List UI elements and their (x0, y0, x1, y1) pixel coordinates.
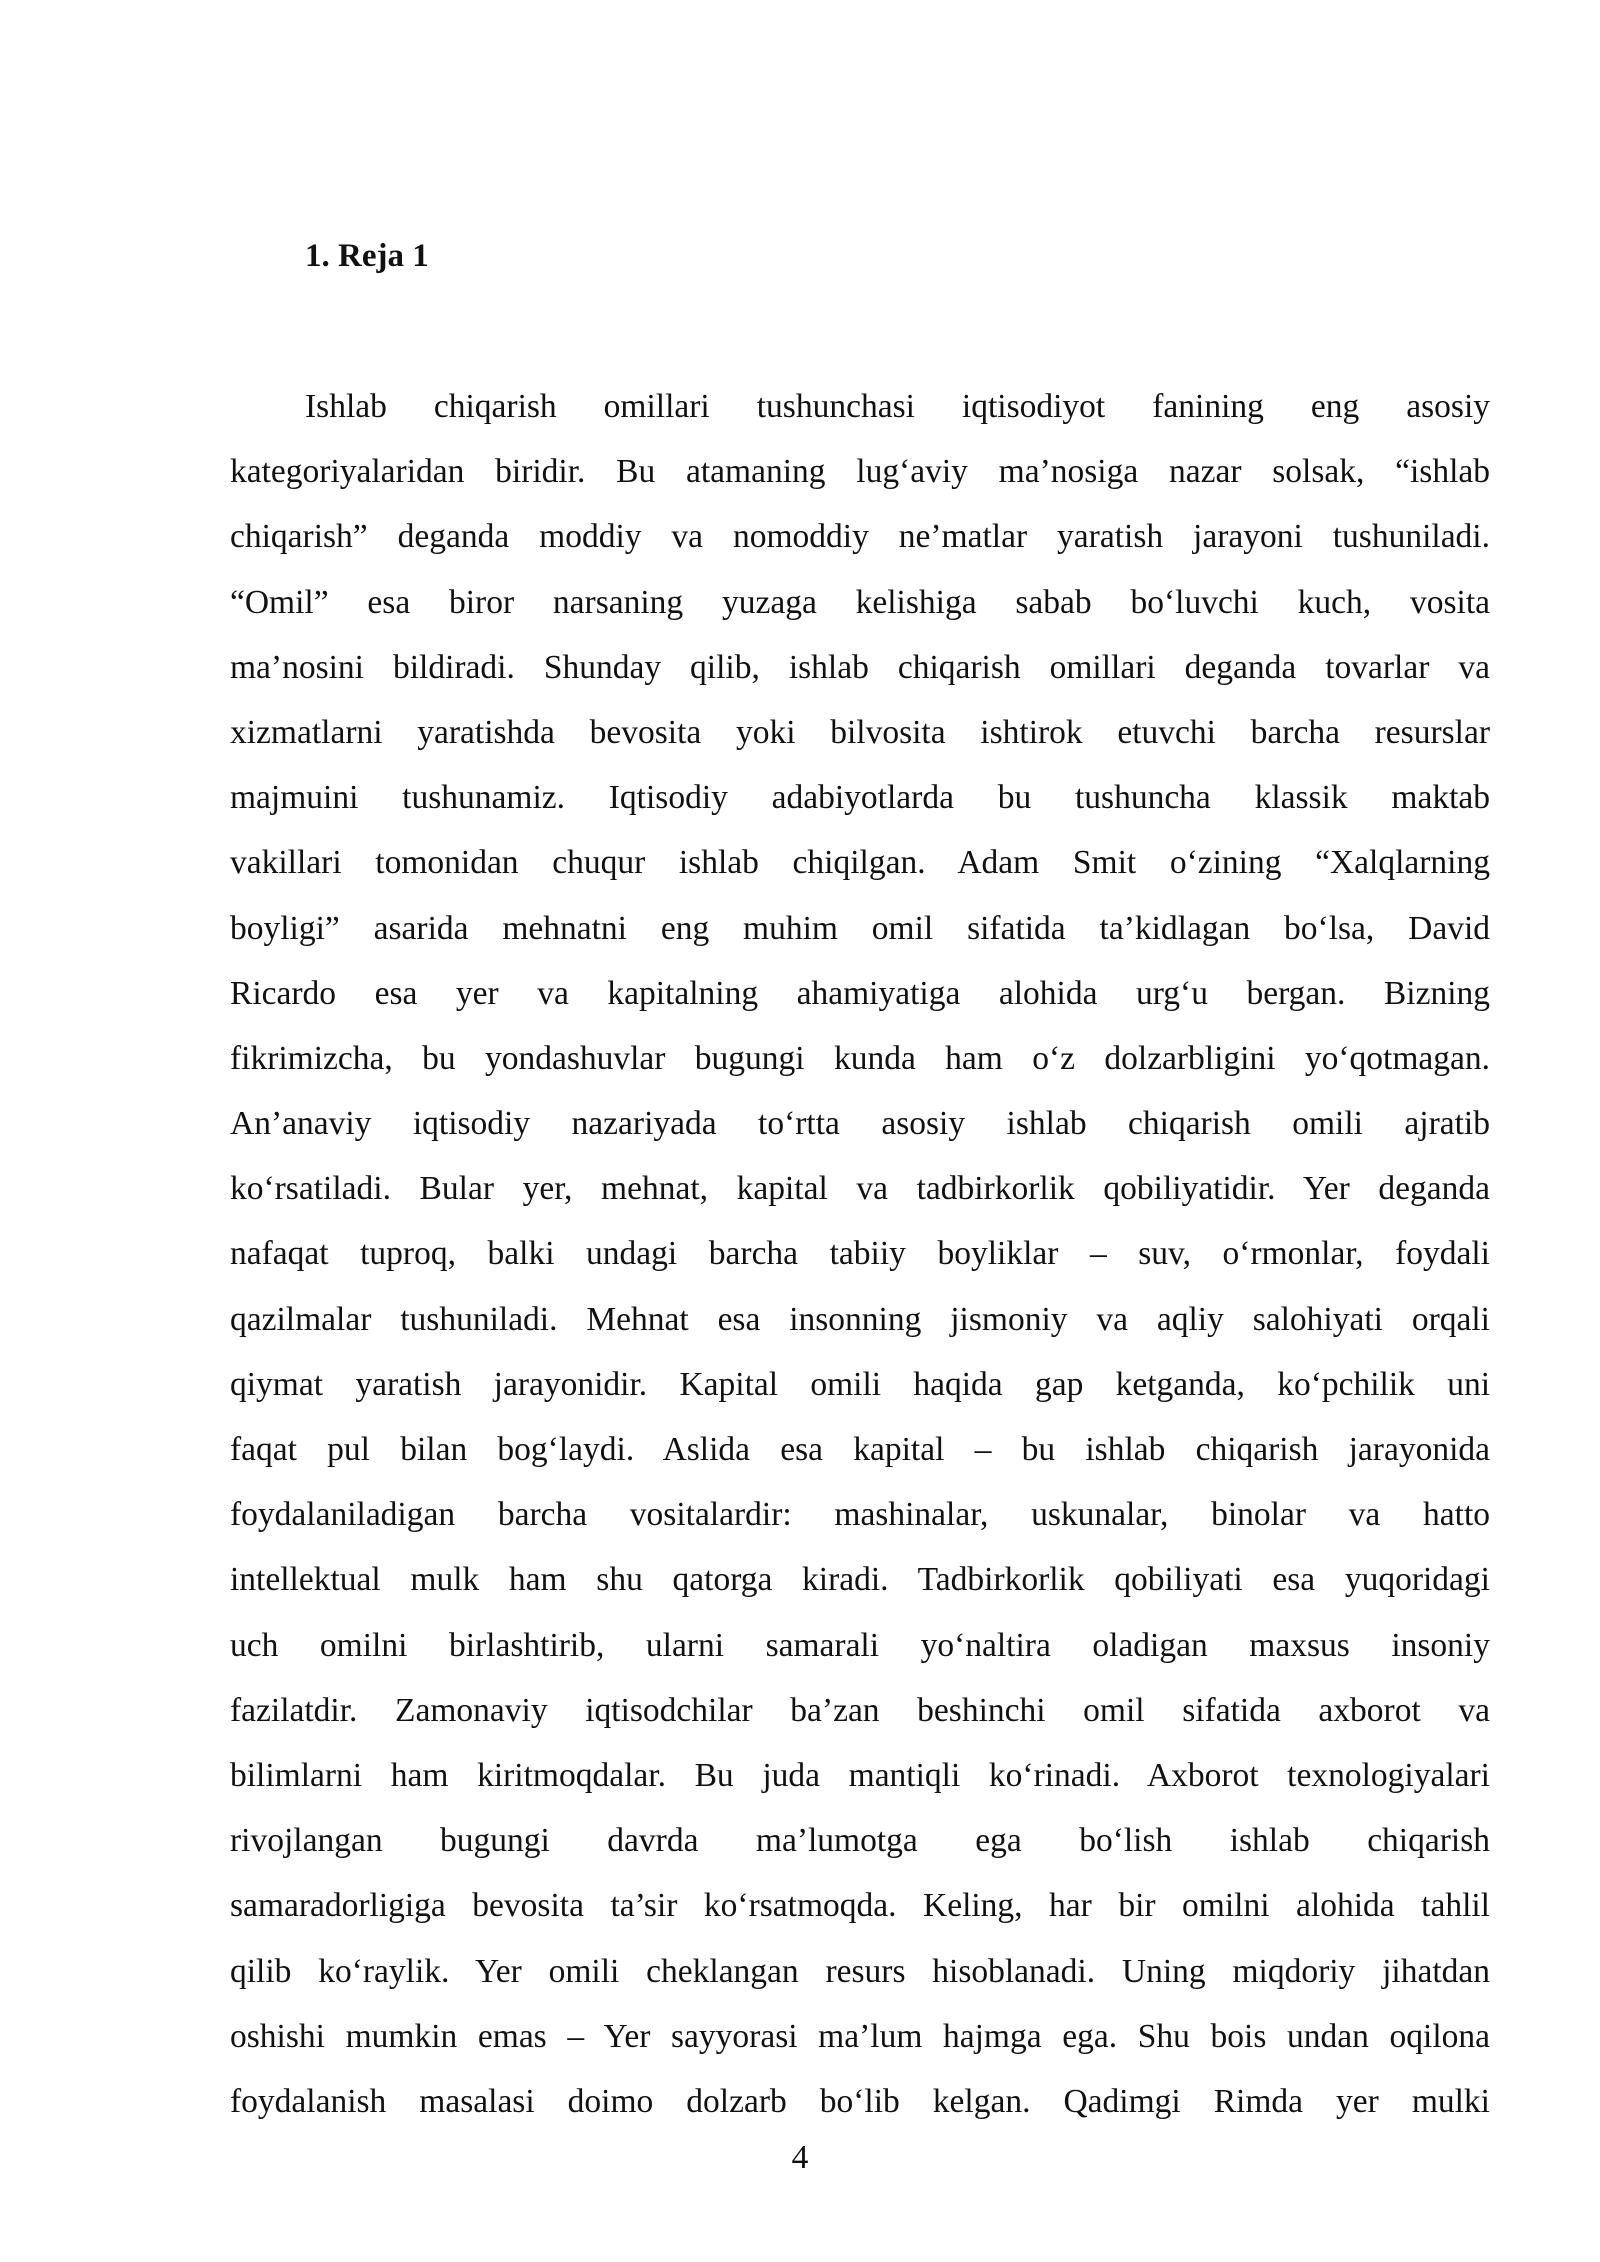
paragraph-line: nafaqat tuproq, balki undagi barcha tabiiy boyliklar – suv, o‘rmonlar, foydali (230, 1235, 1490, 1273)
paragraph-line: ma’nosini bildiradi. Shunday qilib, ishlab chiqarish omillari deganda tovarlar va (230, 648, 1490, 686)
section-heading: 1. Reja 1 (305, 238, 429, 274)
paragraph-line: “Omil” esa biror narsaning yuzaga kelishiga sabab bo‘luvchi kuch, vosita (230, 583, 1490, 621)
paragraph-line: bilimlarni ham kiritmoqdalar. Bu juda mantiqli ko‘rinadi. Axborot texnologiyalari (230, 1756, 1490, 1794)
paragraph-line: fikrimizcha, bu yondashuvlar bugungi kunda ham o‘z dolzarbligini yo‘qotmagan. (230, 1039, 1490, 1077)
paragraph-line: majmuini tushunamiz. Iqtisodiy adabiyotlarda bu tushuncha klassik maktab (230, 779, 1490, 817)
paragraph-line: intellektual mulk ham shu qatorga kiradi. Tadbirkorlik qobiliyati esa yuqoridagi (230, 1561, 1490, 1599)
paragraph-line: foydalaniladigan barcha vositalardir: mashinalar, uskunalar, binolar va hatto (230, 1496, 1490, 1534)
paragraph-line: An’anaviy iqtisodiy nazariyada to‘rtta asosiy ishlab chiqarish omili ajratib (230, 1105, 1490, 1143)
paragraph-line: foydalanish masalasi doimo dolzarb bo‘lib kelgan. Qadimgi Rimda yer mulki (230, 2082, 1490, 2120)
paragraph-line: xizmatlarni yaratishda bevosita yoki bilvosita ishtirok etuvchi barcha resurslar (230, 713, 1490, 751)
paragraph-line: oshishi mumkin emas – Yer sayyorasi ma’lum hajmga ega. Shu bois undan oqilona (230, 2017, 1490, 2055)
paragraph-line: qilib ko‘raylik. Yer omili cheklangan resurs hisoblanadi. Uning miqdoriy jihatdan (230, 1952, 1490, 1990)
paragraph-line: Ricardo esa yer va kapitalning ahamiyatiga alohida urg‘u bergan. Bizning (230, 974, 1490, 1012)
paragraph-line: qazilmalar tushuniladi. Mehnat esa insonning jismoniy va aqliy salohiyati orqali (230, 1300, 1490, 1338)
paragraph-line: fazilatdir. Zamonaviy iqtisodchilar ba’zan beshinchi omil sifatida axborot va (230, 1691, 1490, 1729)
paragraph-line: samaradorligiga bevosita ta’sir ko‘rsatmoqda. Keling, har bir omilni alohida tahlil (230, 1887, 1490, 1925)
body-paragraph (230, 374, 1490, 2134)
paragraph-line: ko‘rsatiladi. Bular yer, mehnat, kapital va tadbirkorlik qobiliyatidir. Yer deganda (230, 1170, 1490, 1208)
paragraph-line: qiymat yaratish jarayonidir. Kapital omili haqida gap ketganda, ko‘pchilik uni (230, 1365, 1490, 1403)
paragraph-line: chiqarish” deganda moddiy va nomoddiy ne’matlar yaratish jarayoni tushuniladi. (230, 518, 1490, 556)
paragraph-line: rivojlangan bugungi davrda ma’lumotga ega bo‘lish ishlab chiqarish (230, 1822, 1490, 1860)
paragraph-line: kategoriyalaridan biridir. Bu atamaning lug‘aviy ma’nosiga nazar solsak, “ishlab (230, 453, 1490, 491)
paragraph-line: Ishlab chiqarish omillari tushunchasi iqtisodiyot fanining eng asosiy (305, 388, 1490, 425)
paragraph-line: vakillari tomonidan chuqur ishlab chiqilgan. Adam Smit o‘zining “Xalqlarning (230, 844, 1490, 882)
paragraph-line: uch omilni birlashtirib, ularni samarali yo‘naltira oladigan maxsus insoniy (230, 1626, 1490, 1664)
paragraph-line: boyligi” asarida mehnatni eng muhim omil sifatida ta’kidlagan bo‘lsa, David (230, 909, 1490, 947)
paragraph-line: faqat pul bilan bog‘laydi. Aslida esa kapital – bu ishlab chiqarish jarayonida (230, 1431, 1490, 1468)
page-number: 4 (791, 2139, 809, 2176)
